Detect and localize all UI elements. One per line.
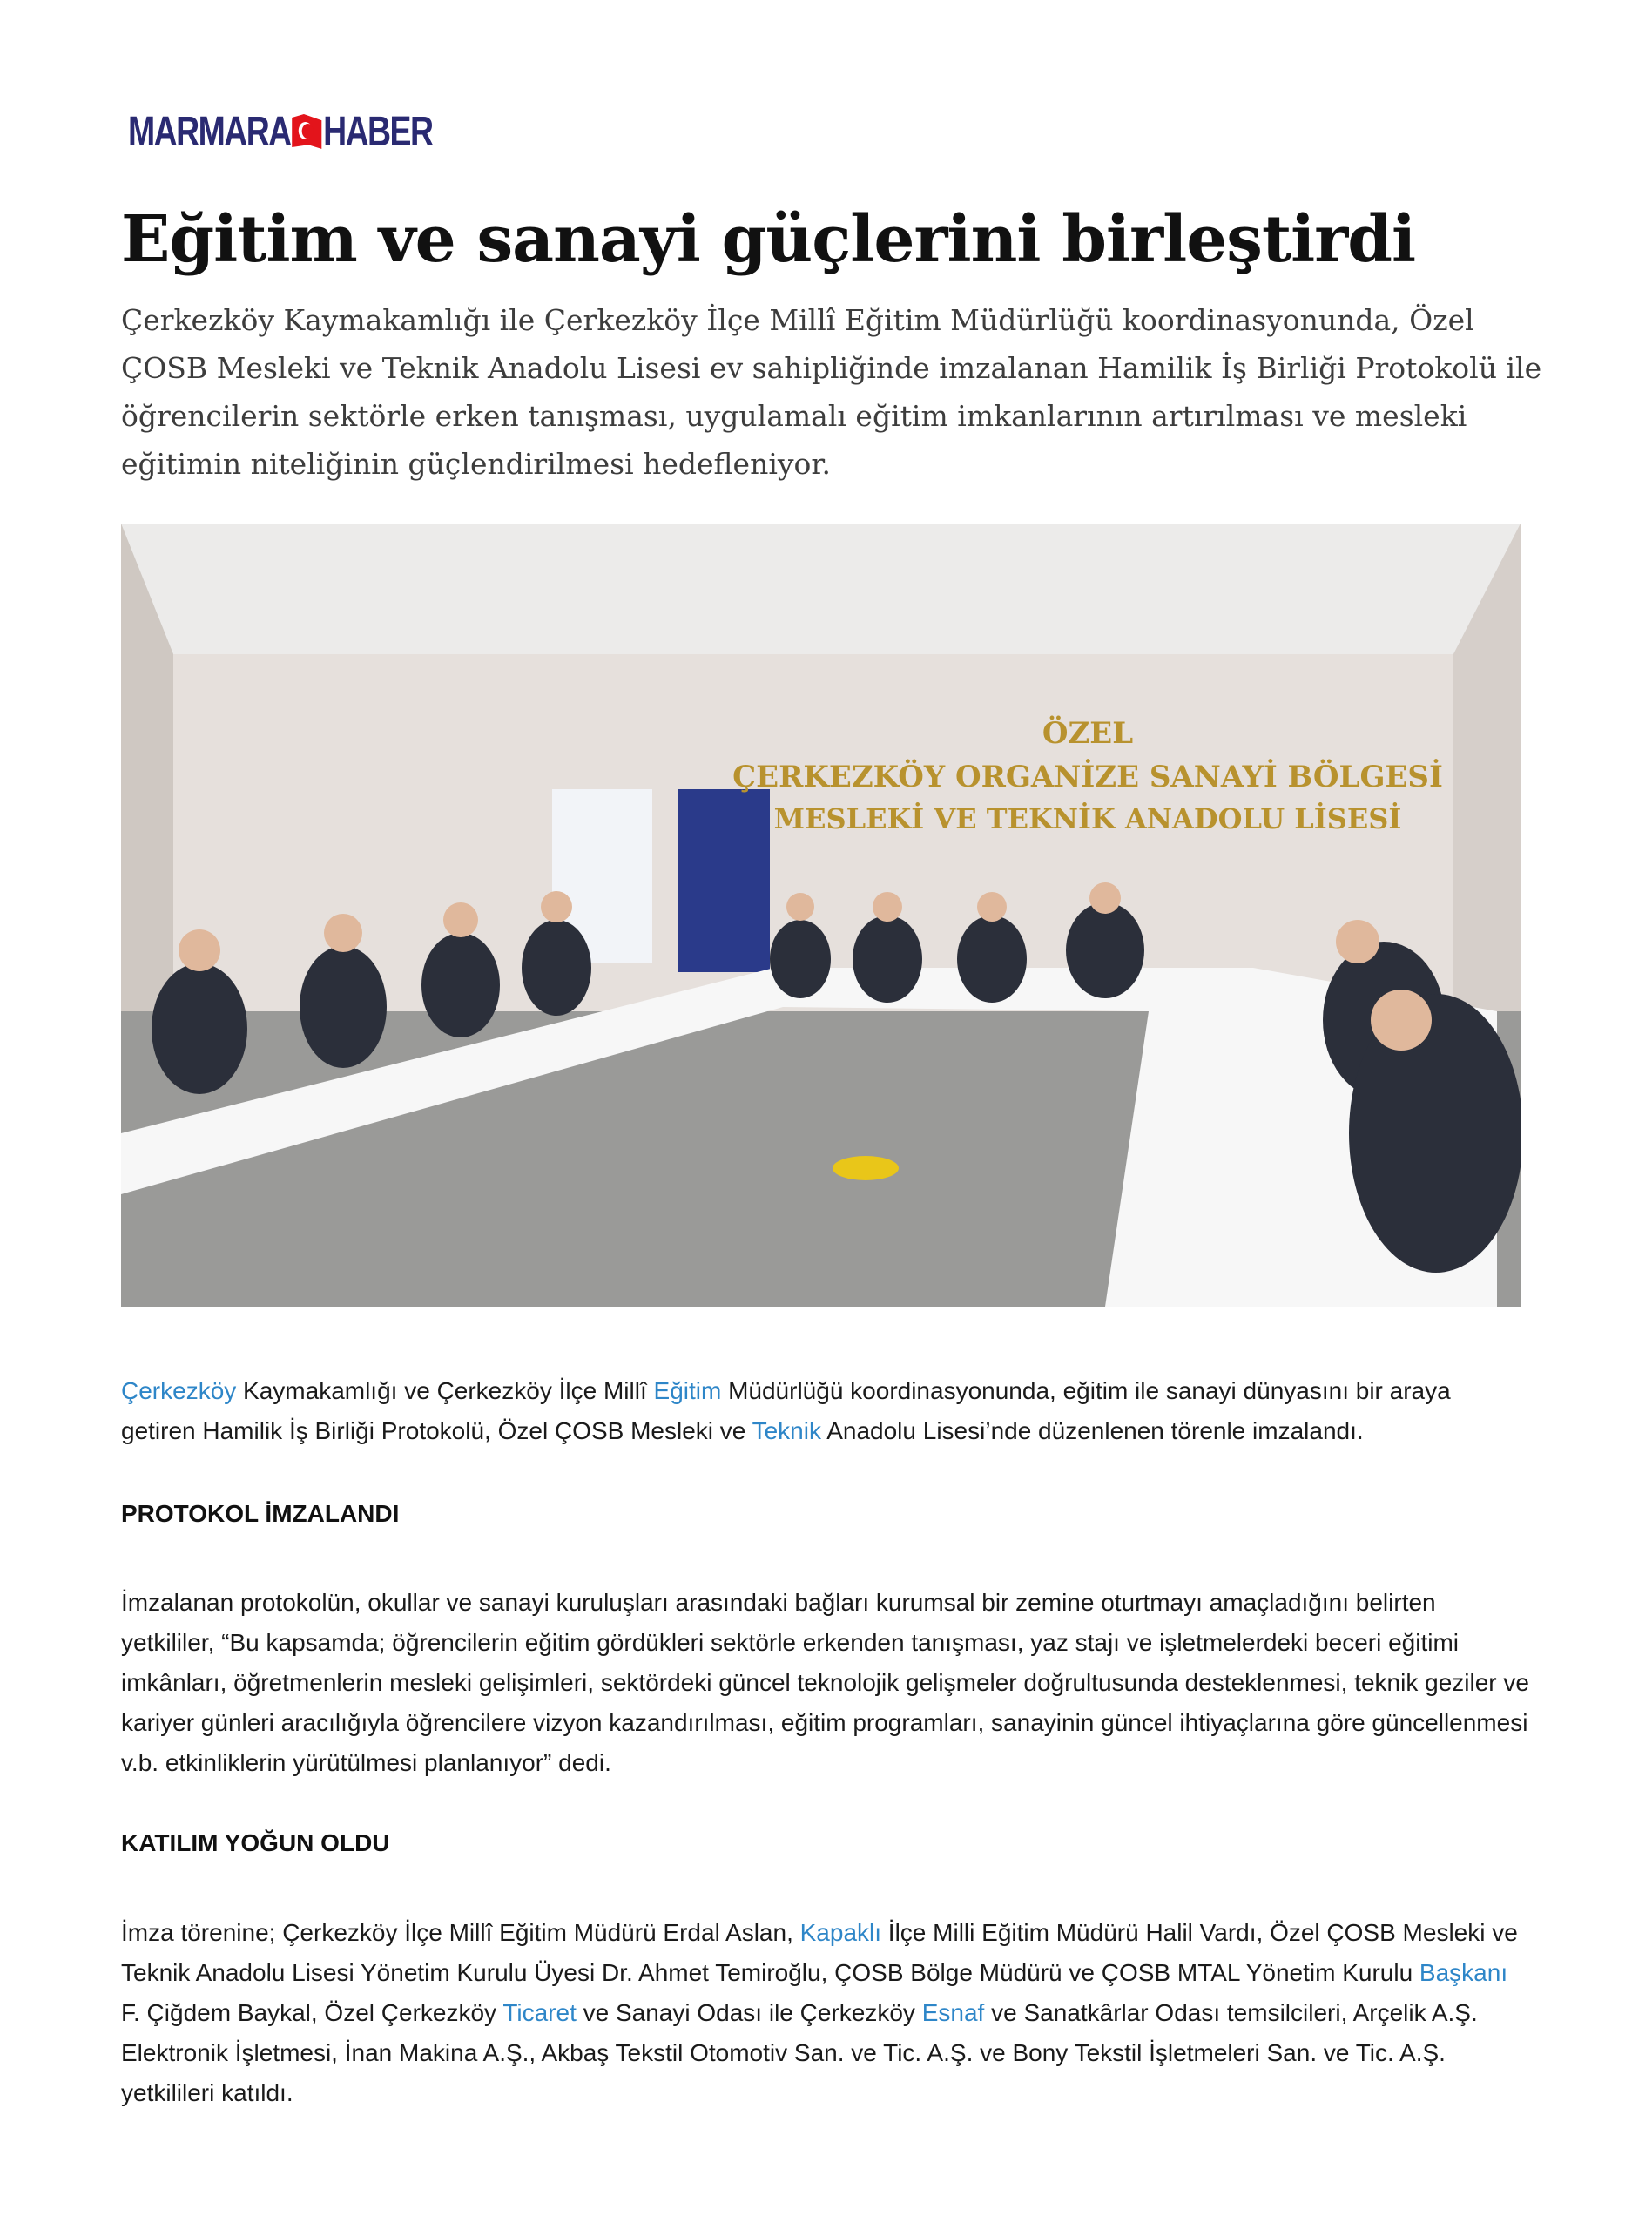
tag-link-esnaf[interactable]: Esnaf (921, 1999, 985, 2026)
article-lead: Çerkezköy Kaymakamlığı ile Çerkezköy İlçe Millî Eğitim Müdürlüğü koordinasyonunda, Özel ÇOSB Mesleki ve Teknik Anadolu Lisesi ev sahipliğinde imzalanan Hamilik İş Birliği Protokolü ile öğrencilerin sektörle erken tanışması, uygulamalı eğitim imkanlarının artırılması ve mesleki eğitimin niteliğinin güçlendirilmesi hedefleniyor. (121, 303, 1542, 481)
wall-text-1: ÖZEL (1042, 716, 1134, 751)
paragraph-participation (121, 1913, 1532, 2113)
tag-link-baskani[interactable]: Başkanı (1419, 1959, 1508, 1986)
text: İlçe Milli Eğitim Müdürü Halil Vardı, Özel ÇOSB Mesleki ve Teknik Anadolu Lisesi Yönetim Kurulu Üyesi Dr. Ahmet Temiroğlu, ÇOSB Bölge Müdürü ve ÇOSB MTAL Yönetim Kurulu (121, 1919, 1518, 1986)
text: ve Sanatkârlar Odası temsilcileri, Arçelik A.Ş. Elektronik İşletmesi, İnan Makina A.Ş., Akbaş Tekstil Otomotiv San. ve Tic. A.Ş. ve Bony Tekstil İşletmeleri San. ve Tic. A.Ş. yetkilileri katıldı. (121, 1999, 1478, 2106)
article-title: Eğitim ve sanayi güçlerini birleştirdi (121, 202, 1416, 277)
text: Müdürlüğü koordinasyonunda, eğitim ile sanayi dünyasını bir araya getiren Hamilik İş Birliği Protokolü, Özel ÇOSB Mesleki ve (121, 1377, 1451, 1444)
section-heading-protocol: PROTOKOL İMZALANDI (121, 1500, 400, 1527)
logo-text-left: MARMARA (128, 108, 291, 155)
text: İmza törenine; Çerkezköy İlçe Millî Eğitim Müdürü Erdal Aslan, (121, 1919, 800, 1946)
tag-link-kapakli[interactable]: Kapaklı (799, 1919, 882, 1946)
logo-text-right: HABER (323, 108, 433, 155)
paragraph-protocol: İmzalanan protokolün, okullar ve sanayi kuruluşları arasındaki bağları kurumsal bir zemine oturtmayı amaçladığını belirten yetkililer, “Bu kapsamda; öğrencilerin eğitim gördükleri sektörle erkenden tanışması, yaz stajı ve işletmelerdeki beceri eğitimi imkânları, öğretmenlerin mesleki gelişimleri, sektördeki güncel teknolojik gelişmeler doğrultusunda desteklenmesi, teknik geziler ve kariyer günleri aracılığıyla öğrencilere vizyon kazandırılması, eğitim programları, sanayinin güncel ihtiyaçlarına göre güncellenmesi v.b. etkinliklerin yürütülmesi planlanıyor” dedi. (121, 1589, 1529, 1776)
text: Anadolu Lisesi’nde düzenlenen törenle imzalandı. (820, 1417, 1364, 1444)
text: ve Sanayi Odası ile Çerkezköy (576, 1999, 922, 2026)
tag-link-cerkezkoy[interactable]: Çerkezköy (121, 1377, 237, 1404)
text: F. Çiğdem Baykal, Özel Çerkezköy (121, 1999, 503, 2026)
wall-text-2: ÇERKEZKÖY ORGANİZE SANAYİ BÖLGESİ (732, 760, 1443, 794)
tag-link-ticaret[interactable]: Ticaret (502, 1999, 577, 2026)
tag-link-teknik[interactable]: Teknik (752, 1417, 821, 1444)
text: Kaymakamlığı ve Çerkezköy İlçe Millî (236, 1377, 654, 1404)
article-photo (121, 524, 1521, 1307)
site-logo[interactable] (128, 108, 433, 155)
wall-text-3: MESLEKİ VE TEKNİK ANADOLU LİSESİ (773, 802, 1402, 835)
section-heading-participation: KATILIM YOĞUN OLDU (121, 1829, 390, 1856)
paragraph-intro (121, 1371, 1532, 1451)
tag-link-egitim[interactable]: Eğitim (653, 1377, 722, 1404)
turkish-flag-icon (292, 114, 321, 149)
